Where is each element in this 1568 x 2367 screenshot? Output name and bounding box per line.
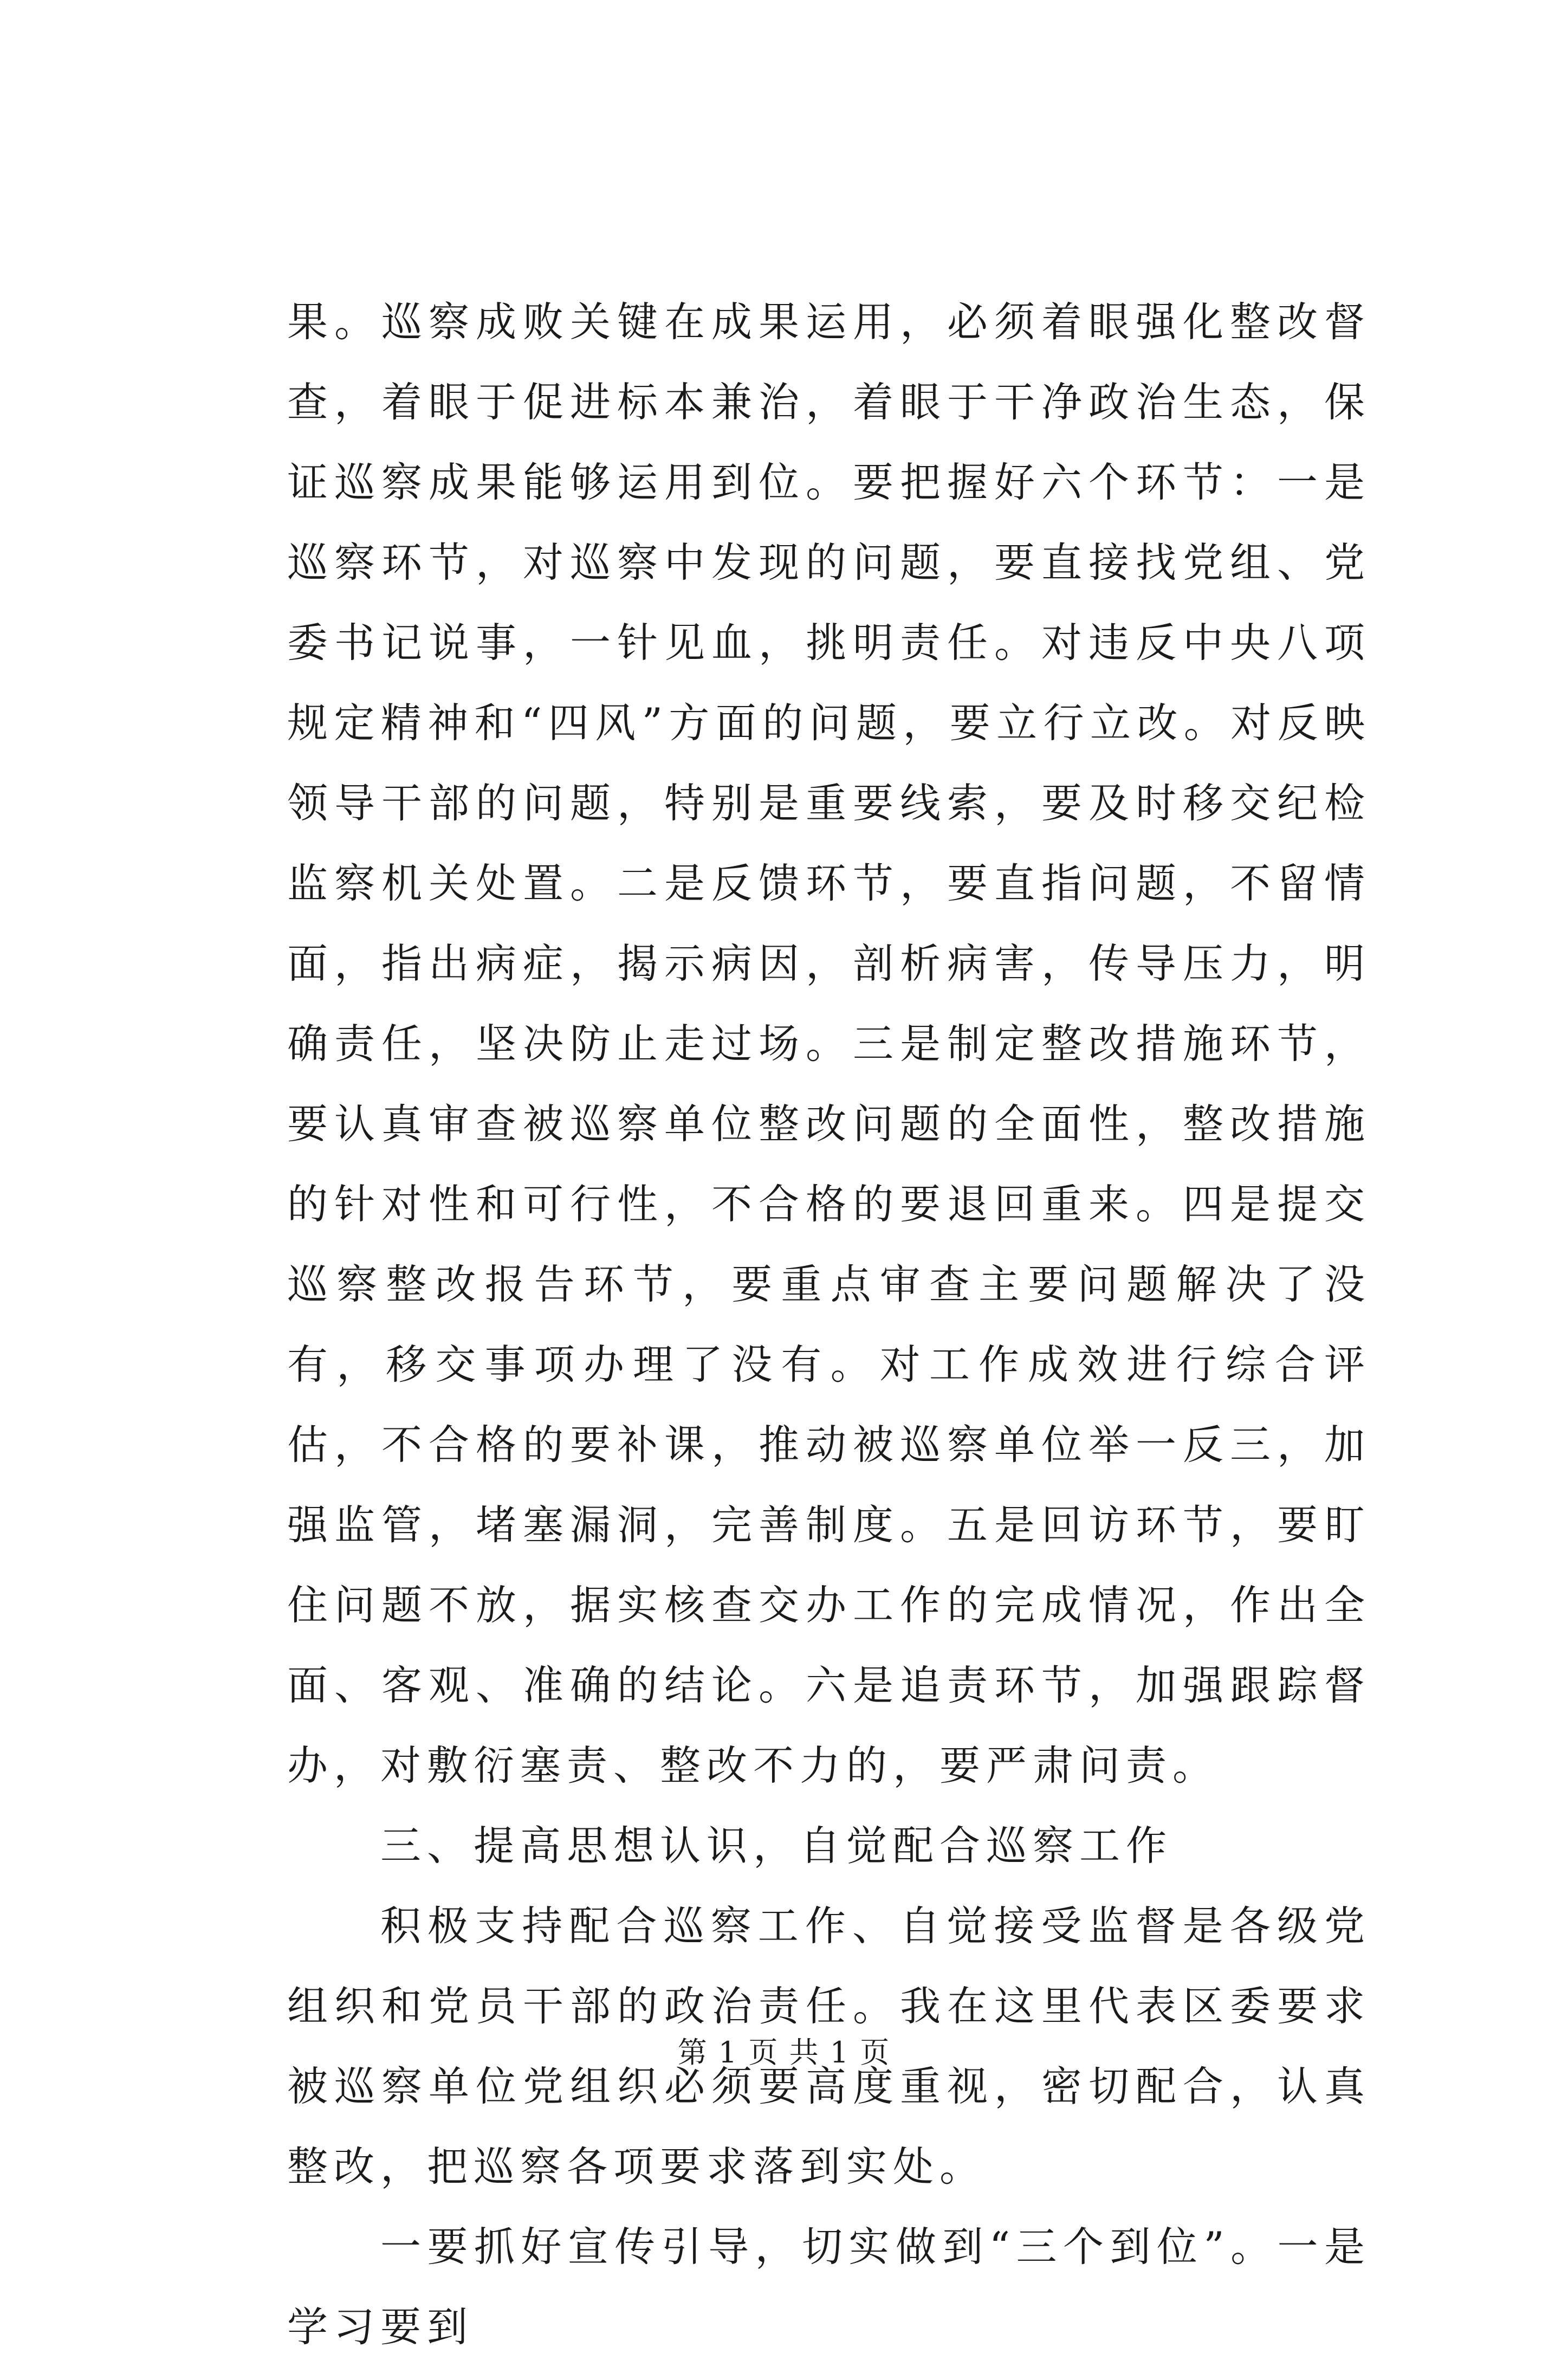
paragraph: 积极支持配合巡察工作、自觉接受监督是各级党组织和党员干部的政治责任。我在这里代表区委要求被巡察单位党组织必须要高度重视，密切配合，认真整改，把巡察各项要求落到实处。 [287,1902,1371,2190]
page-footer: 第 1 页 共 1 页 [677,2035,891,2069]
paragraph-continuation: 果。巡察成败关键在成果运用，必须着眼强化整改督查，着眼于促进标本兼治，着眼于干净政治生态，保证巡察成果能够运用到位。要把握好六个环节：一是巡察环节，对巡察中发现的问题，要直接找党组、党委书记说事，一针见血，挑明责任。对违反中央八项规定精神和“四风”方面的问题，要立行立改。对反映领导干部的问题，特别是重要线索，要及时移交纪检监察机关处置。二是反馈环节，要直指问题，不留情面，指出病症，揭示病因，剖析病害，传导压力，明确责任，坚决防止走过场。三是制定整改措施环节，要认真审查被巡察单位整改问题的全面性，整改措施的针对性和可行性，不合格的要退回重来。四是提交巡察整改报告环节，要重点审查主要问题解决了没有，移交事项办理了没有。对工作成效进行综合评估，不合格的要补课，推动被巡察单位举一反三，加强监管，堵塞漏洞，完善制度。五是回访环节，要盯住问题不放，据实核查交办工作的完成情况，作出全面、客观、准确的结论。六是追责环节，加强跟踪督办，对敷衍塞责、整改不力的，要严肃问责。 [287,298,1371,1789]
paragraph: 一要抓好宣传引导，切实做到“三个到位”。一是学习要到 [287,2223,1371,2351]
section-heading-three: 三、提高思想认识，自觉配合巡察工作 [380,1822,1173,1870]
